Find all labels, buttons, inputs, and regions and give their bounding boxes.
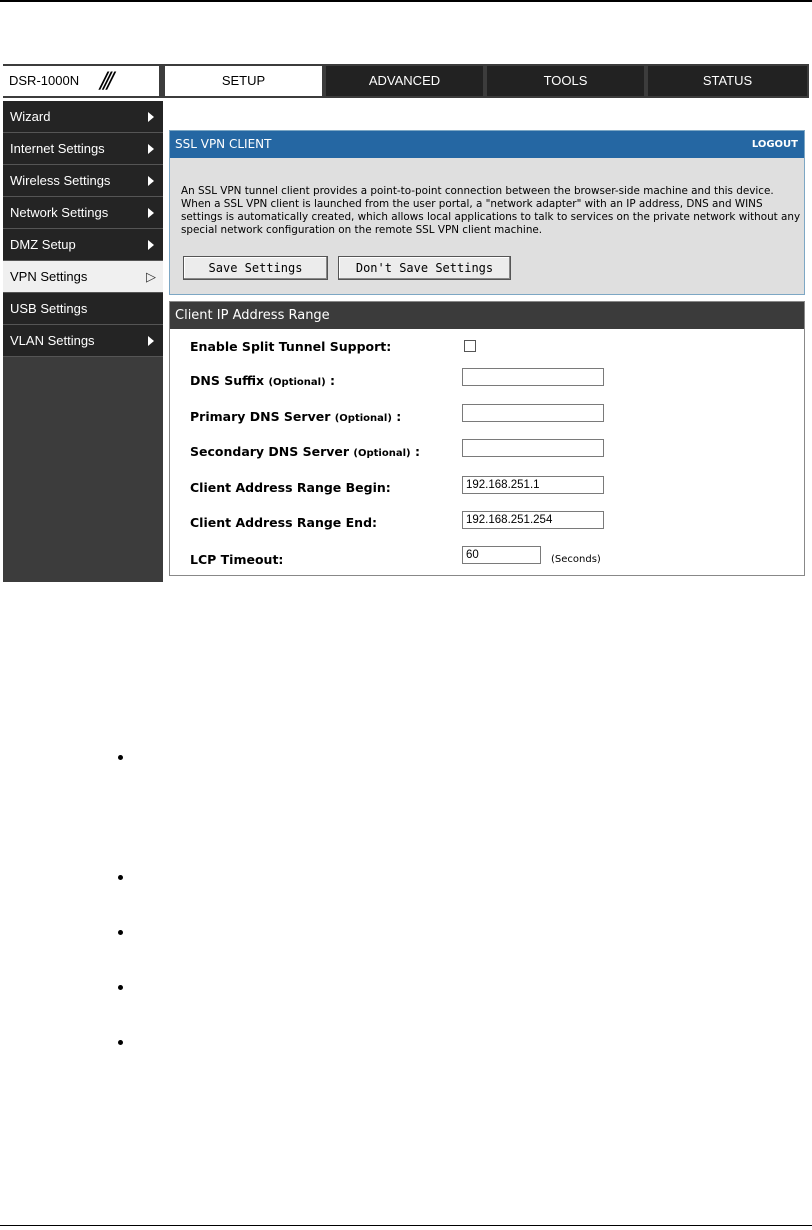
save-settings-button[interactable]: Save Settings	[183, 256, 328, 280]
triangle-right-icon	[148, 208, 154, 218]
secondary-dns-input[interactable]	[462, 439, 604, 457]
sidebar-item-vlan-settings[interactable]	[3, 325, 163, 357]
optional-tag: (Optional)	[353, 448, 411, 459]
sidebar-item-wireless-settings[interactable]	[3, 165, 163, 197]
tab-tools[interactable]: TOOLS	[487, 66, 644, 96]
logo-text: DSR-1000N	[9, 73, 80, 88]
secondary-dns-label-text: Secondary DNS Server	[190, 444, 350, 459]
tab-status[interactable]: STATUS	[648, 66, 807, 96]
sidebar-item-wizard[interactable]	[3, 101, 163, 133]
sidebar-item-label: Wizard	[10, 109, 51, 124]
optional-tag: (Optional)	[268, 377, 326, 388]
dont-save-settings-button[interactable]: Don't Save Settings	[338, 256, 511, 280]
sidebar-item-network-settings[interactable]	[3, 197, 163, 229]
ssl-vpn-client-panel	[169, 130, 805, 295]
range-end-input[interactable]	[462, 511, 604, 529]
page-bottom-rule	[0, 1225, 812, 1226]
dns-suffix-label	[190, 373, 335, 388]
sidebar-item-label: Internet Settings	[10, 141, 105, 156]
page-title: SSL VPN CLIENT	[175, 137, 272, 151]
secondary-dns-label	[190, 444, 420, 459]
bullet-icon	[118, 875, 123, 880]
sidebar-item-label: USB Settings	[10, 301, 88, 316]
form-title: Client IP Address Range	[175, 308, 330, 323]
triangle-right-icon	[148, 336, 154, 346]
sidebar-item-usb-settings[interactable]	[3, 293, 163, 325]
range-begin-input[interactable]	[462, 476, 604, 494]
split-tunnel-label: Enable Split Tunnel Support:	[190, 339, 392, 354]
bullet-icon	[118, 1040, 123, 1045]
label-colon: :	[330, 373, 336, 388]
primary-dns-label-text: Primary DNS Server	[190, 409, 331, 424]
outlined-triangle-right-icon: ▷	[146, 269, 156, 284]
triangle-right-icon	[148, 144, 154, 154]
bullet-icon	[118, 930, 123, 935]
label-colon: :	[396, 409, 402, 424]
dns-suffix-label-text: DNS Suffix	[190, 373, 265, 388]
bullet-icon	[118, 755, 123, 760]
lcp-timeout-label: LCP Timeout:	[190, 552, 284, 567]
split-tunnel-checkbox[interactable]	[464, 340, 476, 352]
triangle-right-icon	[148, 112, 154, 122]
primary-dns-label	[190, 409, 401, 424]
sidebar-item-dmz-setup[interactable]	[3, 229, 163, 261]
sidebar-item-internet-settings[interactable]	[3, 133, 163, 165]
page-top-rule	[0, 0, 812, 2]
optional-tag: (Optional)	[334, 413, 392, 424]
logout-link[interactable]: LOGOUT	[751, 139, 798, 150]
client-ip-range-form	[169, 301, 805, 576]
primary-dns-input[interactable]	[462, 404, 604, 422]
sidebar-item-label: DMZ Setup	[10, 237, 76, 252]
range-end-label: Client Address Range End:	[190, 515, 378, 530]
sidebar-item-label: Wireless Settings	[10, 173, 111, 188]
form-header	[170, 302, 804, 329]
sidebar	[3, 101, 163, 582]
logo-slashes: ///	[100, 69, 111, 94]
range-begin-label: Client Address Range Begin:	[190, 480, 391, 495]
tab-setup[interactable]: SETUP	[165, 66, 322, 96]
triangle-right-icon	[148, 176, 154, 186]
sidebar-item-label: VLAN Settings	[10, 333, 95, 348]
lcp-timeout-unit: (Seconds)	[551, 554, 601, 565]
triangle-right-icon	[148, 240, 154, 250]
label-colon: :	[414, 444, 420, 459]
dns-suffix-input[interactable]	[462, 368, 604, 386]
bullet-icon	[118, 985, 123, 990]
sidebar-item-label: Network Settings	[10, 205, 109, 220]
sidebar-item-label: VPN Settings	[10, 269, 88, 284]
product-logo	[3, 66, 159, 96]
sidebar-item-vpn-settings[interactable]	[3, 261, 163, 293]
tab-advanced[interactable]: ADVANCED	[326, 66, 483, 96]
panel-description: An SSL VPN tunnel client provides a point-to-point connection between the browser-side machine and this device. When a SSL VPN client is launched from the user portal, a "network adapter" with an IP address, DNS and WINS settings is automatically created, which allows local applications to talk to services on the private network without any special network configuration on the remote SSL VPN client machine.	[181, 185, 801, 236]
panel-header	[170, 131, 804, 158]
lcp-timeout-input[interactable]	[462, 546, 541, 564]
